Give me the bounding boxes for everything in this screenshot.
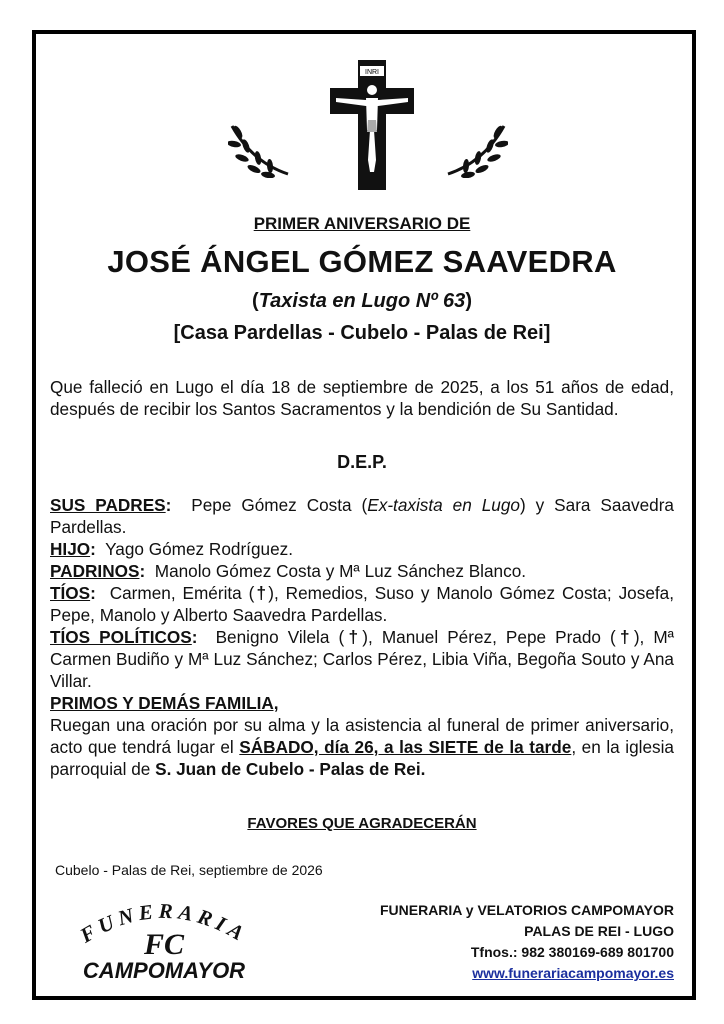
funeral-request: Ruegan una oración por su alma y la asistencia al funeral de primer aniversario, acto que tendrá lugar el SÁBADO, día 26, a las SIETE de la tarde, en la iglesia parroquial de S. Juan de Cubelo - Palas de Rei. xyxy=(50,715,674,779)
in-laws-entry: TÍOS POLÍTICOS: Benigno Vilela (†), Manuel Pérez, Pepe Prado (†), Mª Carmen Budiño y Mª Luz Sánchez; Carlos Pérez, Libia Viña, Begoña Souto y Ana Villar. xyxy=(50,627,675,691)
inri-plaque: INRI xyxy=(365,69,379,76)
logo-monogram: FC xyxy=(143,928,185,961)
company-city: PALAS DE REI - LUGO xyxy=(524,923,674,939)
logo-bottom-text: CAMPOMAYOR xyxy=(82,958,246,983)
son-entry: HIJO: Yago Gómez Rodríguez. xyxy=(50,539,293,559)
laurel-branch-icon xyxy=(228,122,292,178)
anniversary-heading: PRIMER ANIVERSARIO DE xyxy=(253,214,471,233)
company-phones: Tfnos.: 982 380169-689 801700 xyxy=(470,944,674,960)
intro-paragraph: Que falleció en Lugo el día 18 de septiembre de 2025, a los 51 años de edad, después de recibir los Santos Sacramentos y la bendición de Su Santidad. xyxy=(50,377,674,419)
laurel-branch-icon xyxy=(444,122,508,178)
godparents-entry: PADRINOS: Manolo Gómez Costa y Mª Luz Sánchez Blanco. xyxy=(50,561,527,581)
funeral-home-logo xyxy=(56,892,272,984)
logo-top-text: FUNERARIA xyxy=(75,898,253,948)
dep-line: D.E.P. xyxy=(337,452,387,472)
family-section xyxy=(50,494,674,780)
location-date: Cubelo - Palas de Rei, septiembre de 2026 xyxy=(55,862,323,878)
contact-block xyxy=(380,900,674,984)
thanks-line: FAVORES QUE AGRADECERÁN xyxy=(247,815,477,832)
profession-line: (Taxista en Lugo Nº 63) xyxy=(252,290,472,312)
website-link[interactable]: www.funerariacampomayor.es xyxy=(472,965,674,981)
crucifix-icon xyxy=(330,60,414,190)
residence-line: [Casa Pardellas - Cubelo - Palas de Rei] xyxy=(173,322,551,344)
deceased-name: JOSÉ ÁNGEL GÓMEZ SAAVEDRA xyxy=(107,244,617,279)
company-name: FUNERARIA y VELATORIOS CAMPOMAYOR xyxy=(379,902,674,918)
parents-entry: SUS PADRES: Pepe Gómez Costa (Ex-taxista en Lugo) y Sara Saavedra Pardellas. xyxy=(50,495,674,537)
uncles-entry: TÍOS: Carmen, Emérita (†), Remedios, Suso y Manolo Gómez Costa; Josefa, Pepe, Manolo y Alberto Saavedra Pardellas. xyxy=(50,583,674,625)
cousins-entry: PRIMOS Y DEMÁS FAMILIA, xyxy=(50,693,279,713)
